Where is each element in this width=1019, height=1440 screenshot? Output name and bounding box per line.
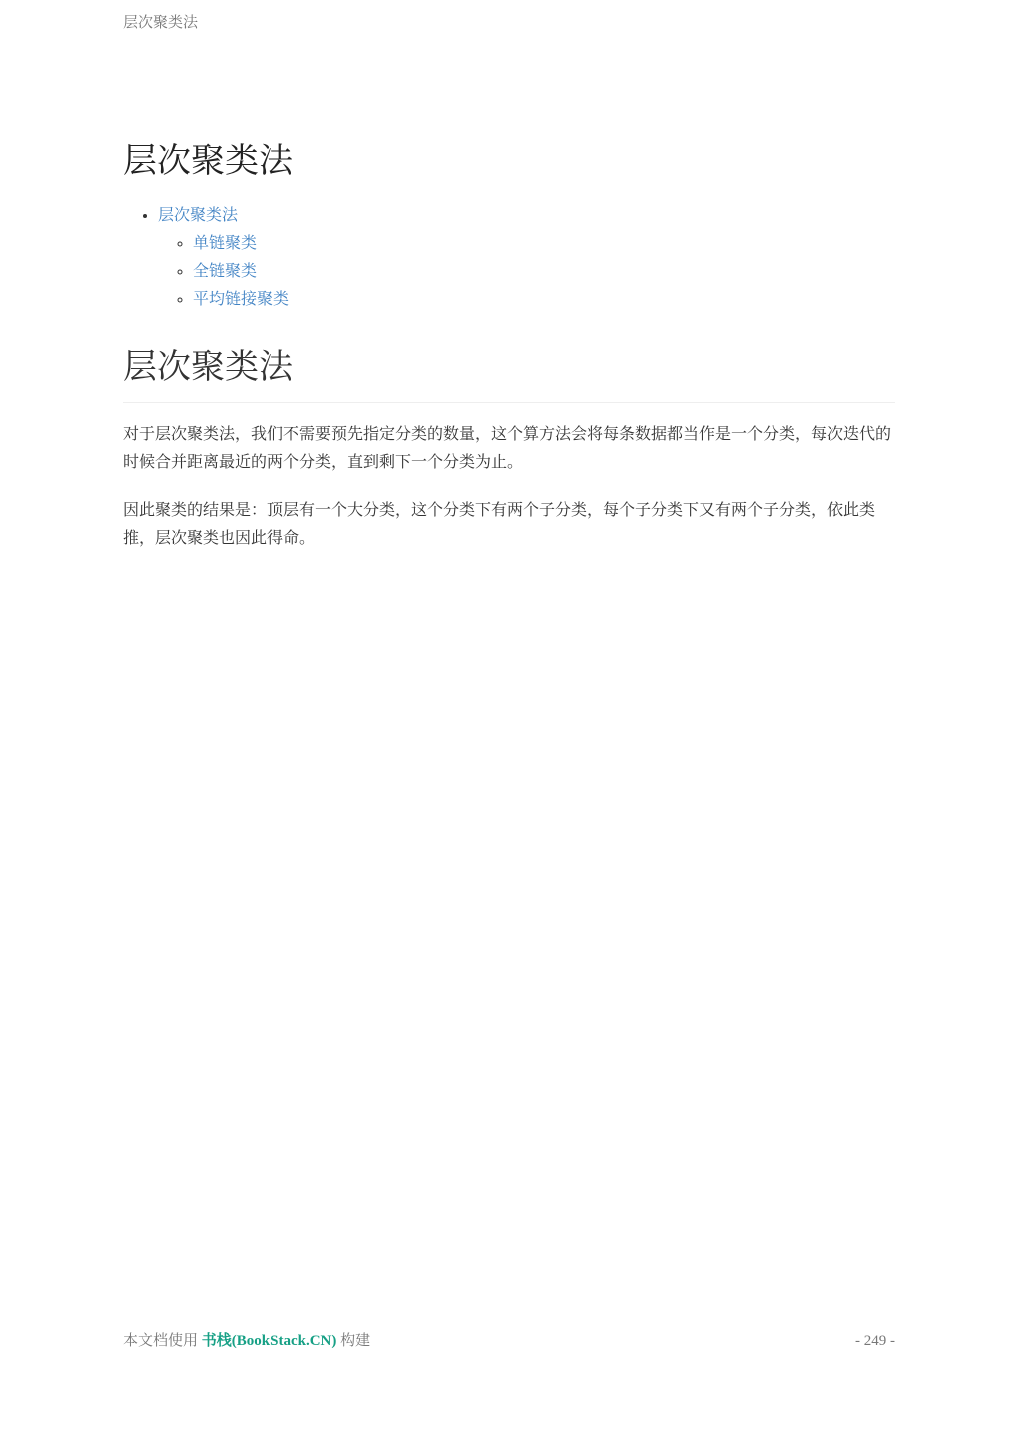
toc-link-complete-linkage[interactable]: 全链聚类 xyxy=(193,263,258,280)
toc-sub-item xyxy=(193,286,895,314)
toc-item xyxy=(158,202,895,314)
toc-sub-list xyxy=(158,230,895,314)
page-number: - 249 - xyxy=(855,1333,895,1349)
running-header: 层次聚类法 xyxy=(123,15,199,31)
toc-link-single-linkage[interactable]: 单链聚类 xyxy=(193,235,258,252)
page-footer xyxy=(123,1330,895,1352)
footer-brand-link[interactable]: 书栈(BookStack.CN) xyxy=(201,1333,337,1349)
footer-prefix: 本文档使用 xyxy=(123,1333,202,1349)
footer-suffix: 构建 xyxy=(336,1333,371,1349)
paragraph: 因此聚类的结果是：顶层有一个大分类，这个分类下有两个子分类，每个子分类下又有两个子分类，依此类推，层次聚类也因此得命。 xyxy=(123,502,876,547)
toc-sub-item xyxy=(193,230,895,258)
toc-sub-item xyxy=(193,258,895,286)
document-title: 层次聚类法 xyxy=(123,142,293,180)
table-of-contents xyxy=(123,202,895,314)
document-body xyxy=(123,140,895,553)
paragraph: 对于层次聚类法，我们不需要预先指定分类的数量，这个算方法会将每条数据都当作是一个分类，每次迭代的时候合并距离最近的两个分类，直到剩下一个分类为止。 xyxy=(123,426,892,471)
toc-link-hierarchical-clustering[interactable]: 层次聚类法 xyxy=(158,207,239,224)
toc-link-average-linkage[interactable]: 平均链接聚类 xyxy=(193,291,290,308)
section-heading: 层次聚类法 xyxy=(123,346,895,403)
